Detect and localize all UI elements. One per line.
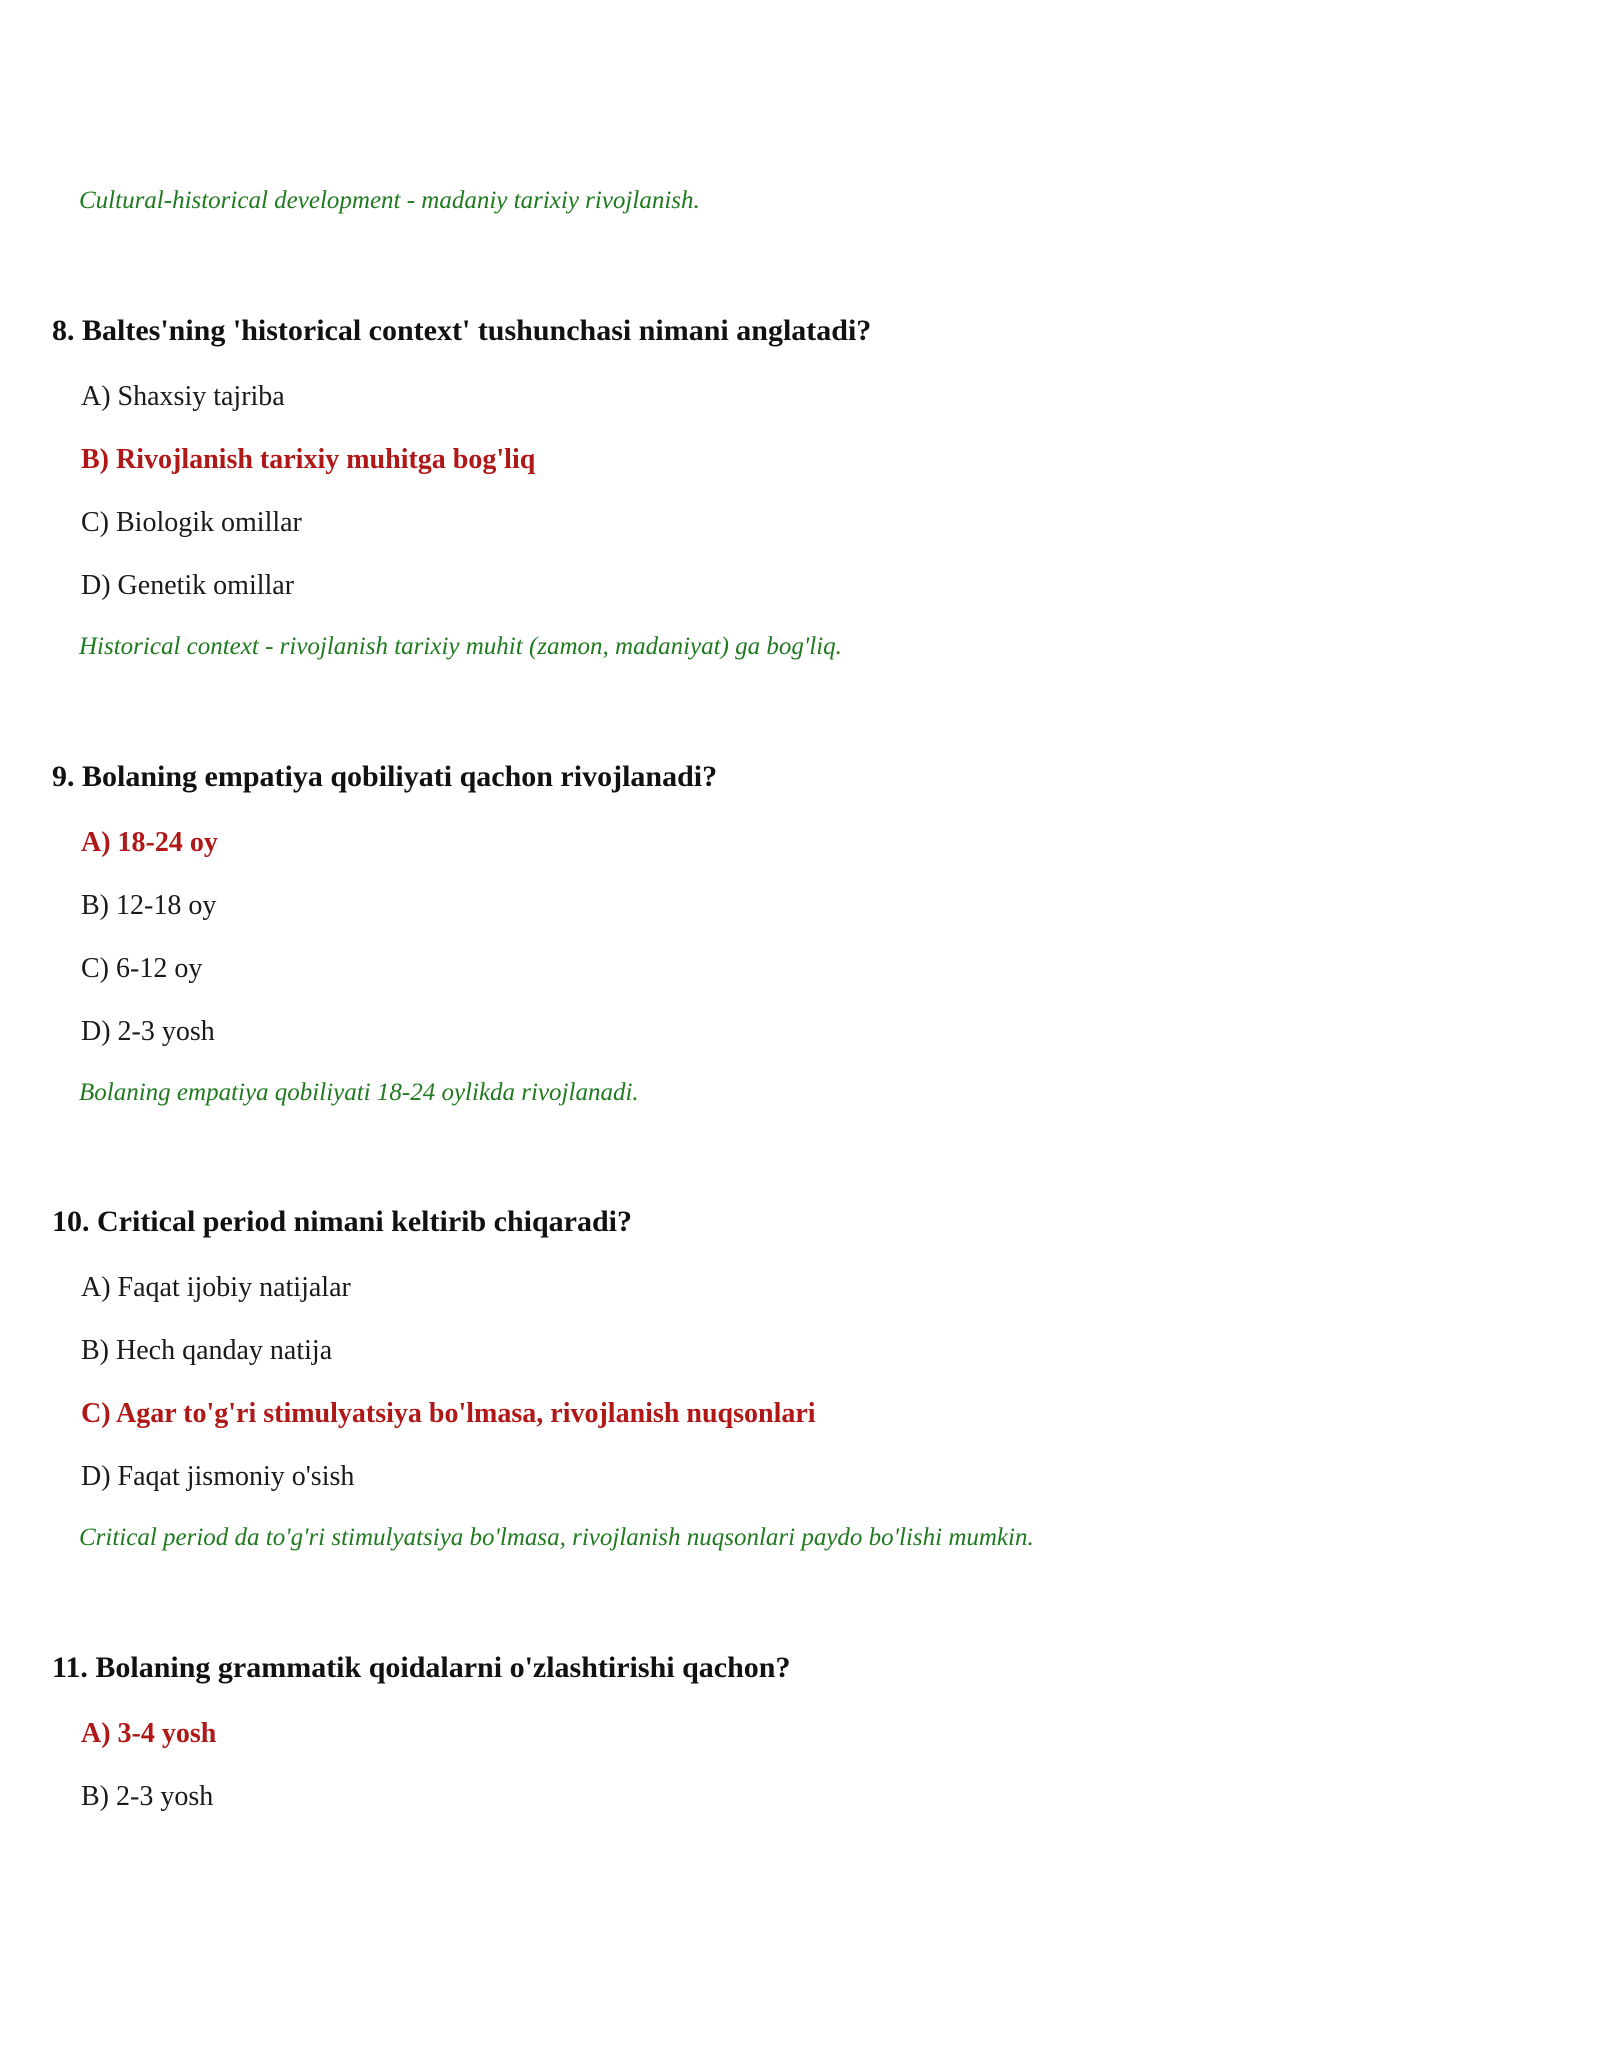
explanation-10: Critical period da to'g'ri stimulyatsiya bo'lmasa, rivojlanish nuqsonlari paydo bo'lishi mumkin. xyxy=(79,1524,1034,1551)
option-8-a: A) Shaxsiy tajriba xyxy=(81,381,285,412)
question-title-9: 9. Bolaning empatiya qobiliyati qachon rivojlanadi? xyxy=(52,760,718,793)
option-9-a-correct: A) 18-24 oy xyxy=(81,827,218,858)
option-9-c: C) 6-12 oy xyxy=(81,953,203,984)
option-8-c: C) Biologik omillar xyxy=(81,507,302,538)
option-9-b: B) 12-18 oy xyxy=(81,890,217,921)
option-10-a: A) Faqat ijobiy natijalar xyxy=(81,1272,351,1303)
option-11-b: B) 2-3 yosh xyxy=(81,1781,214,1812)
option-10-c-correct: C) Agar to'g'ri stimulyatsiya bo'lmasa, rivojlanish nuqsonlari xyxy=(81,1398,816,1429)
option-11-a-correct: A) 3-4 yosh xyxy=(81,1718,217,1749)
option-8-d: D) Genetik omillar xyxy=(81,570,295,601)
question-title-11: 11. Bolaning grammatik qoidalarni o'zlashtirishi qachon? xyxy=(52,1651,791,1684)
explanation-text: Cultural-historical development - madaniy tarixiy rivojlanish. xyxy=(79,187,700,214)
explanation-9: Bolaning empatiya qobiliyati 18-24 oylikda rivojlanadi. xyxy=(79,1079,639,1106)
option-10-d: D) Faqat jismoniy o'sish xyxy=(81,1461,355,1492)
option-9-d: D) 2-3 yosh xyxy=(81,1016,215,1047)
option-10-b: B) Hech qanday natija xyxy=(81,1335,333,1366)
explanation-8: Historical context - rivojlanish tarixiy muhit (zamon, madaniyat) ga bog'liq. xyxy=(79,633,842,660)
question-title-8: 8. Baltes'ning 'historical context' tushunchasi nimani anglatadi? xyxy=(52,314,872,347)
option-8-b-correct: B) Rivojlanish tarixiy muhitga bog'liq xyxy=(81,444,536,475)
question-title-10: 10. Critical period nimani keltirib chiqaradi? xyxy=(52,1205,633,1238)
